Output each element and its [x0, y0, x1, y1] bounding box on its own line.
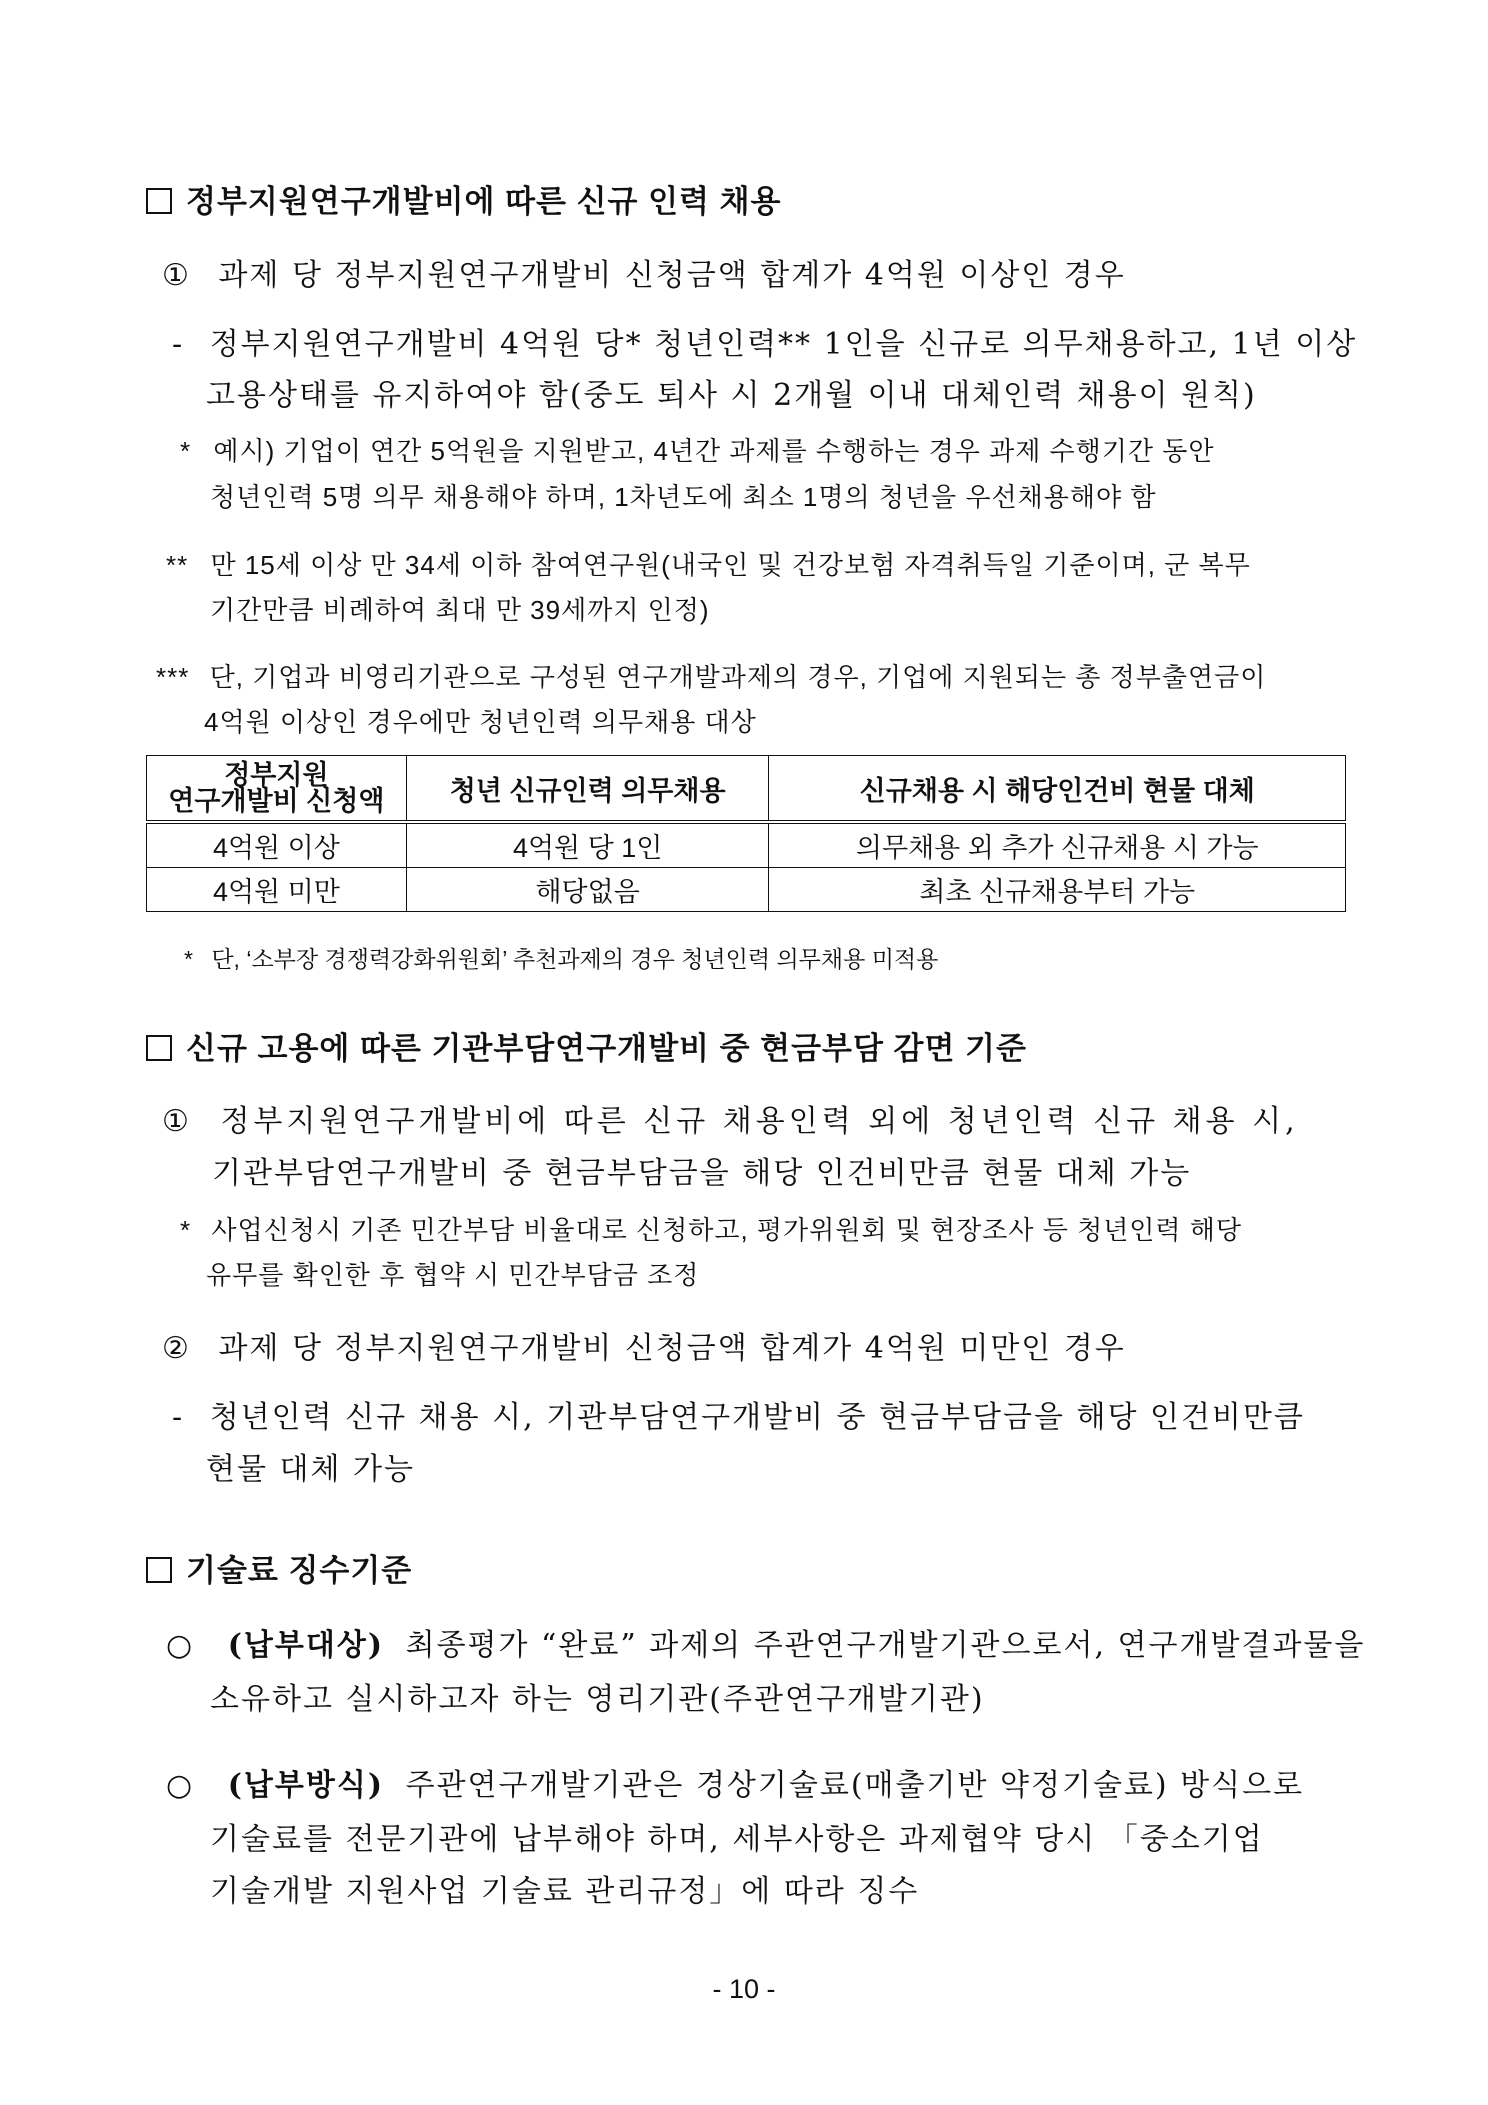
section-heading-text: 정부지원연구개발비에 따른 신규 인력 채용	[186, 184, 782, 219]
footnote-text: 청년인력 5명 의무 채용해야 하며, 1차년도에 최소 1명의 청년을 우선채용해야 함	[210, 482, 1157, 512]
footnote-text: 단, 기업과 비영리기관으로 구성된 연구개발과제의 경우, 기업에 지원되는 총 정부출연금이	[209, 662, 1267, 692]
table-cell: 의무채용 외 추가 신규채용 시 가능	[769, 822, 1346, 868]
footnote	[180, 1210, 1242, 1247]
header-line: 연구개발비 신청액	[168, 786, 385, 816]
bullet-item	[166, 1760, 1304, 1804]
asterisk-marker: *	[180, 1215, 192, 1245]
footnote-text: 사업신청시 기존 민간부담 비율대로 신청하고, 평가위원회 및 현장조사 등 청년인력 해당	[211, 1215, 1242, 1245]
item-text: 최종평가 “완료” 과제의 주관연구개발기관으로서, 연구개발결과물을	[405, 1628, 1366, 1663]
asterisk-marker: *	[184, 946, 193, 972]
dash-item	[172, 1392, 1305, 1436]
item-text: 기술개발 지원사업 기술료 관리규정」에 따라 징수	[210, 1874, 920, 1909]
item-text: 정부지원연구개발비 4억원 당* 청년인력** 1인을 신규로 의무채용하고, 1년 이상	[209, 327, 1358, 362]
item-text: 소유하고 실시하고자 하는 영리기관(주관연구개발기관)	[210, 1682, 985, 1717]
table-row	[147, 868, 1346, 912]
footnote-continued	[206, 1255, 699, 1292]
item-label: (납부방식)	[227, 1768, 385, 1803]
table-cell: 4억원 당 1인	[406, 822, 769, 868]
section-heading-text: 신규 고용에 따른 기관부담연구개발비 중 현금부담 감면 기준	[186, 1031, 1027, 1066]
item-text: 기술료를 전문기관에 납부해야 하며, 세부사항은 과제협약 당시 「중소기업	[210, 1822, 1264, 1857]
section-heading	[146, 1023, 1027, 1068]
table-note	[184, 941, 938, 974]
circled-number-1: ①	[162, 258, 191, 293]
numbered-item	[162, 250, 1126, 294]
asterisk-marker: **	[166, 550, 189, 580]
dash-item	[172, 319, 1357, 363]
dash-marker: -	[172, 327, 185, 362]
numbered-item-continued	[212, 1148, 1191, 1192]
section-heading	[146, 176, 781, 221]
section-heading	[146, 1545, 412, 1590]
table-header-cell	[147, 756, 407, 823]
table-cell: 4억원 이상	[147, 822, 407, 868]
table-header-row	[147, 756, 1346, 823]
checkbox-square-icon	[146, 1035, 172, 1061]
circled-number-2: ②	[162, 1331, 191, 1366]
table-note-text: 단, ‘소부장 경쟁력강화위원회’ 추천과제의 경우 청년인력 의무채용 미적용	[211, 946, 939, 972]
bullet-item-continued	[210, 1866, 919, 1910]
item-text: 정부지원연구개발비에 따른 신규 채용인력 외에 청년인력 신규 채용 시,	[220, 1104, 1299, 1139]
table-cell: 최초 신규채용부터 가능	[769, 868, 1346, 912]
dash-item-continued	[206, 370, 1257, 414]
page-number: - 10 -	[712, 1974, 776, 2004]
header-line: 정부지원	[224, 760, 329, 790]
footnote	[156, 657, 1266, 694]
bullet-item	[166, 1620, 1365, 1664]
footnote-text: 유무를 확인한 후 협약 시 민간부담금 조정	[206, 1260, 700, 1290]
footnote	[180, 431, 1214, 468]
table-header-cell: 신규채용 시 해당인건비 현물 대체	[769, 756, 1346, 823]
recruitment-table	[146, 755, 1346, 912]
table-cell: 4억원 미만	[147, 868, 407, 912]
asterisk-marker: ***	[156, 662, 190, 692]
footnote-continued	[210, 477, 1156, 514]
bullet-item-continued	[210, 1814, 1264, 1858]
numbered-item	[162, 1096, 1299, 1140]
item-text: 고용상태를 유지하여야 함(중도 퇴사 시 2개월 이내 대체인력 채용이 원칙)	[206, 378, 1257, 413]
footnote-text: 예시) 기업이 연간 5억원을 지원받고, 4년간 과제를 수행하는 경우 과제 수행기간 동안	[213, 436, 1215, 466]
item-text: 청년인력 신규 채용 시, 기관부담연구개발비 중 현금부담금을 해당 인건비만큼	[209, 1400, 1305, 1435]
item-text: 기관부담연구개발비 중 현금부담금을 해당 인건비만큼 현물 대체 가능	[212, 1156, 1192, 1191]
footnote-text: 4억원 이상인 경우에만 청년인력 의무채용 대상	[204, 707, 757, 737]
dash-marker: -	[172, 1400, 185, 1435]
footnote-continued	[210, 590, 710, 627]
checkbox-square-icon	[146, 1557, 172, 1583]
footnote-continued	[204, 702, 757, 739]
footnote	[166, 545, 1251, 582]
item-text: 현물 대체 가능	[206, 1452, 415, 1487]
numbered-item	[162, 1323, 1126, 1367]
table-header-cell: 청년 신규인력 의무채용	[406, 756, 769, 823]
item-text: 과제 당 정부지원연구개발비 신청금액 합계가 4억원 이상인 경우	[218, 258, 1126, 293]
circle-bullet-icon: ○	[166, 1768, 195, 1803]
circled-number-1: ①	[162, 1104, 191, 1139]
section-heading-text: 기술료 징수기준	[186, 1553, 413, 1588]
bullet-item-continued	[210, 1674, 985, 1718]
footnote-text: 만 15세 이상 만 34세 이하 참여연구원(내국인 및 건강보험 자격취득일 기준이며, 군 복무	[210, 550, 1251, 580]
table-cell: 해당없음	[406, 868, 769, 912]
dash-item-continued	[206, 1444, 415, 1488]
circle-bullet-icon: ○	[166, 1628, 195, 1663]
item-text: 주관연구개발기관은 경상기술료(매출기반 약정기술료) 방식으로	[405, 1768, 1305, 1803]
checkbox-square-icon	[146, 188, 172, 214]
asterisk-marker: *	[180, 436, 192, 466]
item-text: 과제 당 정부지원연구개발비 신청금액 합계가 4억원 미만인 경우	[218, 1331, 1126, 1366]
item-label: (납부대상)	[227, 1628, 385, 1663]
table-row	[147, 822, 1346, 868]
footnote-text: 기간만큼 비례하여 최대 만 39세까지 인정)	[210, 595, 710, 625]
